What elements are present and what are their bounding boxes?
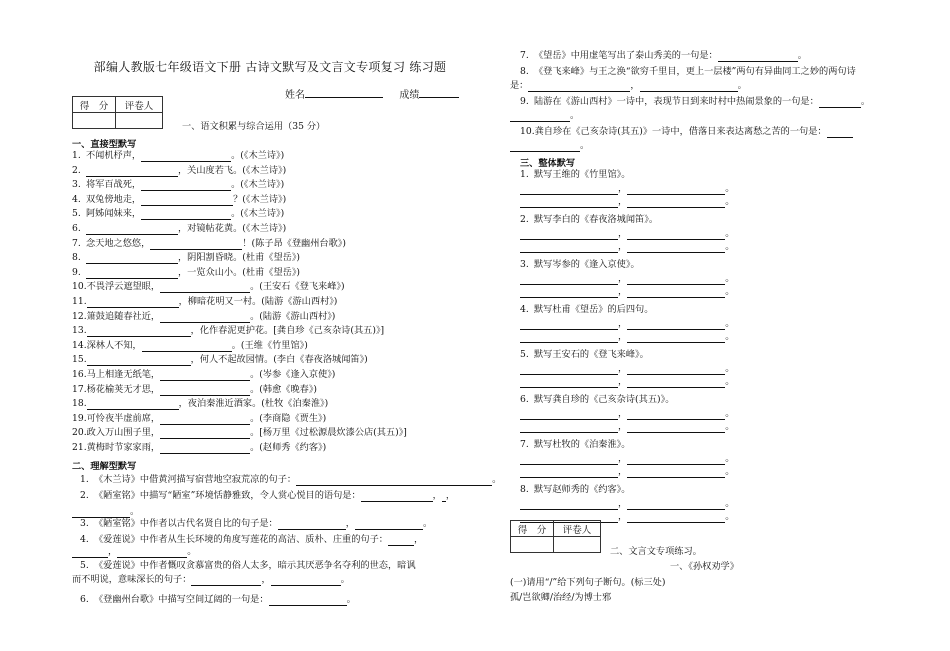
answer-line: ， 。: [520, 183, 734, 195]
poem-question: [520, 394, 674, 406]
understand-item: 4. 《爱莲说》中作者从生长环境的角度写莲花的高洁、质朴、庄重的句子： ，: [80, 534, 424, 545]
answer-line: ， 。: [520, 286, 734, 298]
item-number: 17.: [72, 383, 87, 395]
item-suffix: 。(陆游《游山西村》): [250, 310, 336, 322]
answer-line: ， 。: [520, 331, 734, 343]
answer-blank[interactable]: [627, 499, 725, 510]
answer-blank[interactable]: [361, 491, 433, 502]
item-number: 8.: [520, 66, 529, 77]
score-cell-header: 得 分: [73, 97, 116, 113]
item-suffix: ，对镜帖花黄。(《木兰诗》): [178, 223, 287, 234]
answer-line: ， 。: [520, 408, 734, 420]
item-number: 18.: [72, 398, 87, 410]
item-prompt: 《登飞来峰》与王之涣“欲穷千里目，更上一层楼”两句有异曲同工之妙的两句诗: [534, 66, 856, 77]
item-number: 6.: [520, 394, 529, 405]
answer-blank[interactable]: [160, 370, 250, 381]
answer-blank[interactable]: [388, 535, 414, 546]
answer-line: ， 。: [520, 318, 734, 330]
item-prompt: 马上相逢无纸笔，: [86, 369, 161, 380]
item-suffix: 。(王维《竹里馆》): [231, 339, 308, 351]
item-prompt: 《望岳》中用虚笔写出了泰山秀美的一句是：: [534, 50, 718, 61]
answer-blank[interactable]: [271, 575, 341, 586]
grader-cell[interactable]: [116, 113, 163, 129]
direct-item: [72, 150, 284, 162]
item-suffix: 。(《木兰诗》): [231, 208, 285, 220]
answer-blank[interactable]: [627, 422, 725, 433]
subsection-heading: 一、《孙权劝学》: [670, 561, 739, 572]
answer-blank[interactable]: [627, 467, 725, 478]
answer-blank[interactable]: [160, 428, 250, 439]
poem-question: [520, 169, 630, 181]
answer-blank[interactable]: [191, 575, 261, 586]
answer-blank[interactable]: [627, 377, 725, 388]
answer-blank[interactable]: [278, 519, 346, 530]
item-suffix: ，阴阳割昏晓。(杜甫《望岳》): [178, 252, 301, 264]
item-number: 5.: [520, 349, 529, 360]
item-number: 12.: [72, 310, 87, 322]
continuation-line: 。: [510, 140, 589, 152]
item-prompt: 可怜夜半虚前席，: [86, 412, 161, 424]
item-number: 5.: [72, 208, 81, 220]
item-number: 15.: [72, 354, 87, 366]
answer-blank[interactable]: [160, 282, 250, 293]
understand-item: 1. 《木兰诗》中借黄河描写宿营地空寂荒凉的句子： 。: [80, 474, 502, 485]
item-suffix: ，关山度若飞。(《木兰诗》): [178, 164, 287, 176]
item-prompt: 默写龚自珍的《己亥杂诗(其五)》。: [534, 394, 675, 405]
answer-blank[interactable]: [510, 111, 570, 122]
answer-line: ， 。: [520, 376, 734, 388]
section2-heading: 二、理解型默写: [72, 461, 137, 472]
answer-blank[interactable]: [627, 197, 725, 208]
item-prompt: 默写赵师秀的《约客》。: [534, 484, 631, 495]
direct-item: [72, 281, 345, 293]
answer-blank[interactable]: [520, 242, 618, 253]
item-suffix: 。(岑参《逢入京使》): [250, 369, 336, 380]
direct-item: [72, 311, 335, 323]
item-suffix: ，夜泊秦淮近酒家。(杜牧《泊秦淮》): [178, 398, 329, 410]
answer-blank[interactable]: [640, 81, 738, 92]
question-item: 是： ， 。: [510, 80, 747, 91]
answer-line: ， 。: [520, 196, 734, 208]
understand-item: 6. 《登幽州台歌》中描写空间辽阔的一句是： 。: [80, 594, 356, 605]
answer-line: ， 。: [520, 498, 734, 510]
item-number: 5.: [80, 560, 89, 571]
item-prompt: 政入万山围子里，: [86, 427, 161, 439]
item-suffix: 。[杨万里《过松源晨炊漆公店(其五)》]: [250, 427, 407, 439]
answer-blank[interactable]: [627, 512, 725, 523]
item-number: 16.: [72, 369, 87, 380]
page-title: 部编人教版七年级语文下册 古诗文默写及文言文专项复习 练习题: [93, 60, 447, 74]
item-prompt: 箫鼓追随春社近，: [86, 310, 161, 322]
score-table-2: [510, 520, 601, 553]
item-number: 2.: [80, 490, 89, 501]
answer-blank[interactable]: [117, 547, 187, 558]
answer-line: ， 。: [520, 466, 734, 478]
answer-blank[interactable]: [627, 242, 725, 253]
item-number: 4.: [80, 534, 89, 545]
item-prompt: 默写杜甫《望岳》的后四句。: [534, 304, 654, 315]
item-suffix: ，何人不起故园情。(李白《春夜洛城闻笛》): [190, 354, 368, 366]
answer-blank[interactable]: [520, 364, 618, 375]
answer-blank[interactable]: [520, 229, 618, 240]
answer-blank[interactable]: [160, 312, 250, 323]
answer-blank[interactable]: [72, 507, 130, 518]
item-prompt: 深林人不知，: [86, 339, 142, 351]
answer-blank[interactable]: [141, 151, 231, 162]
item-number: 19.: [72, 412, 87, 424]
answer-blank[interactable]: [718, 51, 798, 62]
item-number: 3.: [72, 179, 81, 191]
item-number: 14.: [72, 339, 87, 351]
item-suffix: 。(赵师秀《约客》): [250, 442, 327, 453]
item-prompt: 而不明说，意味深长的句子：: [72, 574, 192, 585]
item-suffix: ？(《木兰诗》): [233, 193, 287, 205]
direct-item: [72, 252, 300, 264]
item-prompt: 龚自珍在《己亥杂诗(其五)》一诗中，借落日来表达离愁之苦的一句是：: [534, 126, 827, 137]
continuation-line: 。: [72, 506, 139, 518]
name-field[interactable]: [305, 87, 383, 98]
part1-heading: 一、语文积累与综合运用（35 分）: [182, 121, 326, 132]
understand-item: 2. 《陋室铭》中描写“陋室”环境恬静雅致，令人赏心悦目的语句是： ， ，: [80, 490, 456, 501]
answer-blank[interactable]: [627, 229, 725, 240]
item-number: 1.: [80, 474, 89, 485]
item-number: 4.: [520, 304, 529, 315]
answer-blank[interactable]: [627, 184, 725, 195]
item-suffix: 。(韩愈《晚春》): [250, 383, 318, 395]
answer-blank[interactable]: [520, 287, 618, 298]
item-number: 8.: [520, 484, 529, 495]
answer-blank[interactable]: [160, 414, 250, 425]
poem-question: [520, 484, 630, 496]
item-number: 2.: [72, 164, 81, 176]
answer-blank[interactable]: [510, 141, 580, 152]
item-prompt: 《陋室铭》中描写“陋室”环境恬静雅致，令人赏心悦目的语句是：: [94, 490, 361, 501]
item-prompt: 默写岑参的《逢入京使》。: [534, 259, 640, 270]
score-label: 成绩: [399, 90, 420, 101]
score-cell-header-2: 得 分: [511, 521, 554, 537]
answer-blank[interactable]: [87, 297, 179, 308]
answer-line: ， 。: [520, 241, 734, 253]
answer-blank[interactable]: [520, 377, 618, 388]
answer-line: ， 。: [520, 421, 734, 433]
poem-question: [520, 304, 653, 316]
direct-item: [72, 179, 284, 191]
answer-blank[interactable]: [355, 519, 423, 530]
item-prompt: 默写杜牧的《泊秦淮》。: [534, 439, 631, 450]
item-number: 7.: [520, 50, 529, 61]
answer-blank[interactable]: [442, 491, 446, 502]
answer-blank[interactable]: [627, 454, 725, 465]
item-number: 7.: [520, 439, 529, 450]
answer-blank[interactable]: [142, 341, 232, 352]
item-suffix: 。(《木兰诗》): [231, 179, 285, 191]
continuation-line: 。: [510, 110, 579, 122]
understand-item: 3. 《陋室铭》中作者以古代名贤自比的句子是： ， 。: [80, 518, 433, 529]
section3-heading: 三、整体默写: [520, 158, 576, 169]
grader-cell-header: 评卷人: [116, 97, 163, 113]
direct-item: [72, 238, 346, 250]
answer-blank[interactable]: [141, 195, 233, 206]
item-number: 1.: [520, 169, 529, 180]
poem-question: [520, 349, 649, 361]
part2-heading: 二、文言文专项练习。: [610, 546, 702, 557]
item-number: 6.: [80, 594, 89, 605]
answer-blank[interactable]: [627, 319, 725, 330]
item-prompt: 《陋室铭》中作者以古代名贤自比的句子是：: [94, 518, 278, 529]
item-prompt: 《爱莲说》中作者从生长环境的角度写莲花的高洁、质朴、庄重的句子：: [94, 534, 388, 545]
answer-blank[interactable]: [269, 595, 347, 606]
item-number: 10.: [72, 281, 87, 293]
item-prompt: 陆游在《游山西村》一诗中，表现节日到来时村中热闹景象的一句是：: [534, 96, 819, 107]
answer-blank[interactable]: [627, 287, 725, 298]
answer-blank[interactable]: [72, 547, 108, 558]
direct-item: [72, 194, 286, 206]
item-prompt: 不闻机杼声，: [86, 150, 142, 161]
item-number: 2.: [520, 214, 529, 225]
direct-item: [72, 208, 284, 220]
answer-line: ， 。: [520, 228, 734, 240]
item-prompt: 不畏浮云遮望眼，: [86, 281, 161, 293]
item-prompt: 黄梅时节家家雨，: [86, 442, 161, 453]
name-score-row: [285, 86, 459, 101]
direct-item: [72, 267, 300, 279]
question1: (一)请用“/”给下列句子断句。(标三处): [510, 577, 666, 588]
grader-cell-2[interactable]: [554, 537, 601, 553]
answer-blank[interactable]: [520, 409, 618, 420]
direct-item: [72, 340, 308, 352]
item-prompt: 阿姊闻妹来，: [86, 208, 142, 220]
item-number: 9.: [72, 266, 81, 278]
answer-blank[interactable]: [819, 97, 861, 108]
score-field[interactable]: [419, 87, 459, 98]
item-number: 4.: [72, 193, 81, 205]
item-prompt: 默写王安石的《登飞来峰》。: [534, 349, 649, 360]
direct-item: [72, 223, 286, 235]
understand-item: 而不明说，意味深长的句子： ， 。: [72, 574, 350, 585]
direct-item: [72, 413, 326, 425]
item-prompt: 念天地之悠悠，: [86, 237, 151, 249]
direct-item: [72, 384, 317, 396]
item-number: 9.: [520, 96, 529, 107]
answer-blank[interactable]: [86, 166, 178, 177]
item-prompt: 是：: [510, 80, 529, 91]
direct-item: [72, 296, 337, 308]
direct-item: [72, 354, 368, 366]
question-item: [520, 66, 856, 78]
score-cell-2[interactable]: [511, 537, 554, 553]
answer-blank[interactable]: [520, 332, 618, 343]
direct-item: [72, 442, 326, 454]
item-number: 7.: [72, 237, 81, 249]
poem-question: [520, 214, 658, 226]
question1-text: 孤/岂欲卿/治经/为博士邪: [510, 592, 612, 603]
answer-blank[interactable]: [296, 475, 492, 486]
answer-line: ， 。: [520, 363, 734, 375]
item-number: 20.: [72, 427, 87, 439]
answer-blank[interactable]: [87, 355, 191, 366]
answer-blank[interactable]: [160, 385, 250, 396]
answer-blank[interactable]: [86, 268, 178, 279]
question-item: 9. 陆游在《游山西村》一诗中，表现节日到来时村中热闹景象的一句是： 。: [520, 96, 870, 107]
score-cell[interactable]: [73, 113, 116, 129]
item-prompt: 《爱莲说》中作者慨叹贪慕富贵的俗人太多，暗示其厌恶争名夺利的世态，暗讽: [94, 560, 416, 571]
item-number: 3.: [520, 259, 529, 270]
answer-line: ， 。: [520, 453, 734, 465]
answer-blank[interactable]: [627, 274, 725, 285]
answer-line: ， 。: [520, 273, 734, 285]
answer-blank[interactable]: [150, 239, 242, 250]
answer-blank[interactable]: [86, 253, 178, 264]
item-suffix: 。(王安石《登飞来峰》): [250, 281, 345, 293]
item-number: 6.: [72, 223, 81, 234]
item-number: 10.: [520, 126, 535, 137]
answer-blank[interactable]: [520, 454, 618, 465]
item-prompt: 《木兰诗》中借黄河描写宿营地空寂荒凉的句子：: [94, 474, 297, 485]
direct-item: [72, 165, 286, 177]
answer-blank[interactable]: [520, 319, 618, 330]
question-item: [520, 126, 853, 138]
answer-blank[interactable]: [627, 409, 725, 420]
section1-heading: 一、直接型默写: [72, 139, 137, 150]
answer-blank[interactable]: [520, 197, 618, 208]
item-number: 21.: [72, 442, 87, 453]
answer-blank[interactable]: [86, 224, 178, 235]
direct-item: [72, 398, 328, 410]
item-suffix: ！(陈子昂《登幽州台歌》): [242, 237, 346, 249]
answer-blank[interactable]: [141, 209, 231, 220]
answer-blank[interactable]: [87, 399, 179, 410]
poem-question: [520, 259, 640, 271]
poem-question: [520, 439, 630, 451]
item-suffix: ，一览众山小。(杜甫《望岳》): [178, 266, 301, 278]
answer-blank[interactable]: [141, 180, 231, 191]
answer-blank[interactable]: [827, 127, 853, 138]
item-prompt: 默写王维的《竹里馆》。: [534, 169, 631, 180]
item-suffix: 。(李商隐《贾生》): [250, 412, 327, 424]
answer-blank[interactable]: [520, 422, 618, 433]
answer-blank[interactable]: [87, 326, 191, 337]
continuation-line: ， 。: [72, 546, 196, 558]
item-prompt: 《登幽州台歌》中描写空间辽阔的一句是：: [94, 594, 269, 605]
question-item: 7. 《望岳》中用虚笔写出了泰山秀美的一句是： 。: [520, 50, 807, 61]
direct-item: [72, 427, 407, 439]
score-table: [72, 96, 163, 129]
item-suffix: ，化作春泥更护花。[龚自珍《己亥杂诗(其五)》]: [190, 325, 385, 337]
grader-cell-header-2: 评卷人: [554, 521, 601, 537]
name-label: 姓名: [285, 90, 305, 101]
direct-item: [72, 325, 384, 337]
answer-blank[interactable]: [627, 332, 725, 343]
answer-blank[interactable]: [160, 443, 250, 454]
answer-blank[interactable]: [627, 364, 725, 375]
item-number: 13.: [72, 325, 87, 337]
item-number: 8.: [72, 252, 81, 264]
answer-line: ， 。: [520, 511, 734, 523]
item-prompt: 双兔傍地走，: [86, 193, 142, 205]
item-prompt: 默写李白的《春夜洛城闻笛》。: [534, 214, 659, 225]
item-number: 3.: [80, 518, 89, 529]
item-number: 1.: [72, 150, 81, 161]
answer-blank[interactable]: [520, 499, 618, 510]
item-prompt: 杨花榆荚无才思，: [86, 383, 161, 395]
item-prompt: 将军百战死，: [86, 179, 142, 191]
answer-blank[interactable]: [520, 467, 618, 478]
answer-blank[interactable]: [520, 274, 618, 285]
item-suffix: 。(《木兰诗》): [231, 150, 285, 161]
item-number: 11.: [72, 296, 87, 307]
direct-item: [72, 369, 335, 381]
answer-blank[interactable]: [520, 184, 618, 195]
answer-blank[interactable]: [528, 81, 630, 92]
understand-item: [80, 560, 416, 572]
item-suffix: ，柳暗花明又一村。(陆游《游山西村》): [178, 296, 338, 307]
